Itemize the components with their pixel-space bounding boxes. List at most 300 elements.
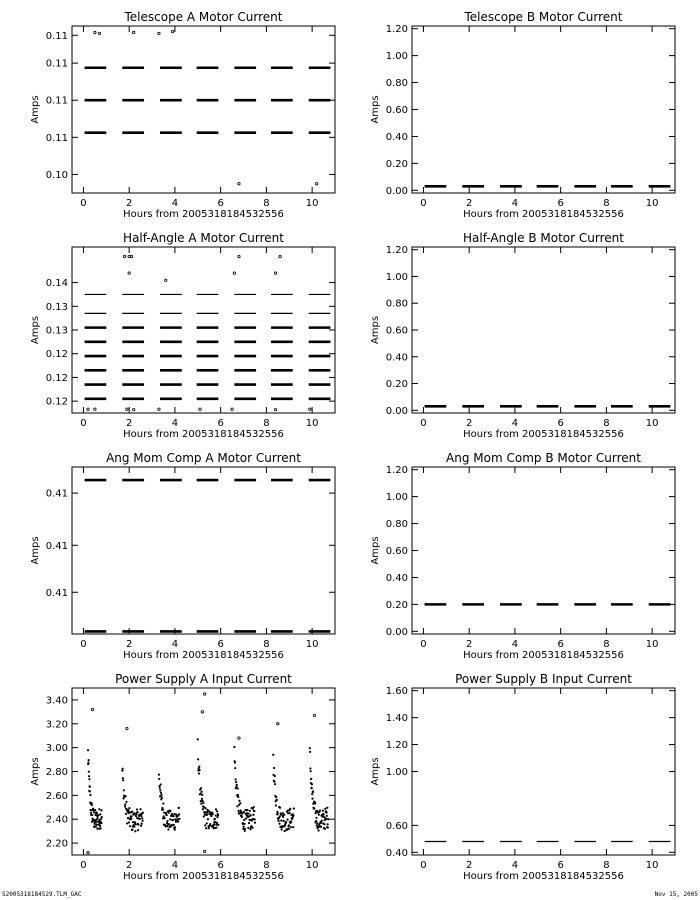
data-point	[293, 807, 295, 809]
data-point	[158, 774, 160, 776]
data-point	[280, 820, 282, 822]
data-point	[243, 811, 245, 813]
chart-title: Ang Mom Comp B Motor Current	[446, 451, 641, 465]
data-point	[169, 818, 171, 820]
data-point	[213, 824, 215, 826]
data-point	[276, 811, 278, 813]
outlier-point	[126, 408, 128, 410]
data-point	[274, 783, 276, 785]
x-axis-label: Hours from 2005318184532556	[463, 871, 624, 882]
y-tick-label: 2.60	[45, 790, 68, 802]
data-point	[162, 809, 164, 811]
y-tick-label: 0.41	[45, 488, 68, 500]
data-point	[233, 746, 235, 748]
data-point	[283, 820, 285, 822]
data-point	[88, 759, 90, 761]
y-tick-label: 0.80	[385, 78, 408, 90]
data-point	[309, 751, 311, 753]
data-point	[178, 807, 180, 809]
data-point	[159, 787, 161, 789]
x-tick-label: 8	[263, 198, 270, 209]
data-point	[309, 747, 311, 749]
x-tick-label: 4	[171, 860, 179, 871]
data-point	[129, 825, 131, 827]
outlier-point	[203, 850, 205, 852]
data-point	[134, 821, 136, 823]
data-point	[314, 802, 316, 804]
data-point	[169, 810, 171, 812]
y-tick-label: 1.00	[385, 767, 408, 778]
y-tick-label: 0.11	[45, 95, 68, 107]
data-point	[290, 820, 292, 822]
data-point	[139, 808, 141, 810]
data-point	[252, 814, 254, 816]
chart-panel	[30, 451, 335, 661]
data-point	[237, 794, 239, 796]
y-tick-label: 0.00	[385, 185, 408, 197]
y-tick-label: 0.20	[385, 158, 408, 170]
data-point	[95, 823, 97, 825]
data-point	[201, 794, 203, 796]
data-point	[311, 783, 313, 785]
y-axis-label: Amps	[370, 95, 381, 124]
x-tick-label: 4	[511, 860, 519, 871]
x-tick-label: 4	[511, 418, 519, 429]
data-point	[245, 817, 247, 819]
outlier-point	[133, 408, 135, 410]
data-point	[127, 817, 129, 819]
x-tick-label: 10	[305, 639, 319, 650]
data-point	[244, 828, 246, 830]
data-point	[197, 758, 199, 760]
y-tick-label: 0.14	[45, 278, 68, 290]
x-tick-label: 2	[465, 198, 473, 209]
data-point	[315, 820, 317, 822]
data-point	[123, 789, 125, 791]
data-point	[98, 808, 100, 810]
data-point	[243, 826, 245, 828]
outlier-point	[201, 711, 203, 713]
x-tick-label: 2	[465, 639, 473, 650]
y-axis-label: Amps	[30, 315, 41, 345]
chart-title: Power Supply B Input Current	[455, 672, 632, 686]
data-point	[135, 815, 137, 817]
data-point	[99, 825, 101, 827]
data-point	[88, 775, 90, 777]
y-axis-label: Amps	[370, 315, 381, 345]
data-point	[311, 798, 313, 800]
chart-title: Half-Angle B Motor Current	[463, 231, 624, 245]
data-point	[326, 815, 328, 817]
y-tick-label: 0.12	[45, 372, 68, 384]
data-point	[125, 813, 127, 815]
data-point	[327, 818, 329, 820]
data-point	[324, 828, 326, 830]
data-point	[88, 771, 90, 773]
outlier-point	[274, 272, 276, 274]
data-point	[173, 824, 175, 826]
data-point	[309, 767, 311, 769]
y-tick-label: 0.11	[45, 132, 68, 144]
data-point	[142, 812, 144, 814]
outlier-point	[199, 408, 201, 410]
chart-panel	[30, 231, 335, 440]
chart-panel	[370, 231, 675, 440]
data-point	[95, 821, 97, 823]
data-point	[140, 815, 142, 817]
y-axis-label: Amps	[30, 536, 41, 565]
data-point	[122, 779, 124, 781]
data-point	[244, 830, 246, 832]
data-point	[275, 796, 277, 798]
data-point	[327, 826, 329, 828]
data-point	[216, 822, 218, 824]
plot-frame	[72, 247, 335, 413]
outlier-point	[313, 714, 315, 716]
x-tick-label: 8	[603, 639, 610, 650]
y-tick-label: 0.80	[385, 298, 408, 310]
outlier-point	[316, 183, 318, 185]
x-tick-label: 4	[171, 418, 179, 429]
data-point	[312, 790, 314, 792]
data-point	[141, 823, 143, 825]
outlier-point	[87, 851, 89, 853]
x-axis-label: Hours from 2005318184532556	[123, 650, 284, 661]
outlier-point	[94, 408, 96, 410]
x-tick-label: 8	[603, 418, 610, 429]
data-point	[206, 813, 208, 815]
data-point	[216, 816, 218, 818]
data-point	[96, 817, 98, 819]
data-point	[324, 808, 326, 810]
plot-frame	[412, 467, 675, 634]
data-point	[207, 818, 209, 820]
data-point	[124, 795, 126, 797]
outlier-point	[231, 408, 233, 410]
x-axis-label: Hours from 2005318184532556	[463, 429, 624, 440]
data-point	[279, 807, 281, 809]
data-point	[162, 802, 164, 804]
x-tick-label: 10	[645, 639, 659, 650]
data-point	[88, 778, 90, 780]
y-tick-label: 3.20	[45, 719, 68, 731]
data-point	[197, 738, 199, 740]
data-point	[127, 809, 129, 811]
outlier-point	[277, 723, 279, 725]
y-tick-label: 3.00	[45, 743, 68, 755]
data-point	[321, 820, 323, 822]
chart-panel	[370, 672, 675, 882]
data-point	[236, 784, 238, 786]
x-tick-label: 10	[645, 860, 659, 871]
outlier-point	[128, 272, 130, 274]
y-tick-label: 0.11	[45, 58, 68, 70]
x-tick-label: 0	[420, 639, 427, 650]
data-point	[136, 811, 138, 813]
y-tick-label: 1.20	[385, 465, 408, 477]
data-point	[288, 828, 290, 830]
data-point	[163, 817, 165, 819]
x-tick-label: 6	[217, 860, 224, 871]
chart-title: Power Supply A Input Current	[115, 672, 292, 686]
plot-frame	[72, 467, 335, 634]
data-point	[100, 809, 102, 811]
data-point	[137, 829, 139, 831]
outlier-point	[123, 255, 125, 257]
data-point	[96, 812, 98, 814]
data-point	[101, 816, 103, 818]
data-point	[91, 804, 93, 806]
data-point	[243, 823, 245, 825]
x-tick-label: 6	[217, 418, 224, 429]
data-point	[198, 772, 200, 774]
y-tick-label: 0.60	[385, 546, 408, 557]
x-tick-label: 8	[603, 198, 610, 209]
data-point	[289, 812, 291, 814]
data-point	[273, 781, 275, 783]
data-point	[278, 820, 280, 822]
data-point	[121, 770, 123, 772]
x-tick-label: 8	[263, 418, 270, 429]
data-point	[201, 798, 203, 800]
data-point	[178, 818, 180, 820]
x-tick-label: 6	[557, 418, 564, 429]
data-point	[283, 814, 285, 816]
y-tick-label: 0.40	[385, 131, 408, 143]
data-point	[215, 814, 217, 816]
x-tick-label: 4	[511, 639, 519, 650]
data-point	[172, 819, 174, 821]
data-point	[203, 815, 205, 817]
data-point	[310, 778, 312, 780]
outlier-point	[98, 32, 100, 34]
data-point	[201, 791, 203, 793]
data-point	[319, 809, 321, 811]
outlier-point	[233, 272, 235, 274]
y-tick-label: 0.41	[45, 587, 68, 599]
data-point	[239, 802, 241, 804]
data-point	[322, 810, 324, 812]
data-point	[160, 792, 162, 794]
outlier-point	[171, 30, 173, 32]
data-point	[250, 814, 252, 816]
data-point	[158, 778, 160, 780]
x-tick-label: 0	[420, 860, 427, 871]
x-tick-label: 2	[465, 860, 473, 871]
data-point	[253, 806, 255, 808]
outlier-point	[274, 408, 276, 410]
data-point	[94, 809, 96, 811]
x-tick-label: 6	[217, 639, 224, 650]
chart-panel	[370, 451, 675, 661]
chart-title: Ang Mom Comp A Motor Current	[106, 451, 301, 465]
data-point	[325, 811, 327, 813]
y-tick-label: 3.40	[45, 695, 68, 707]
data-point	[204, 807, 206, 809]
data-point	[134, 830, 136, 832]
data-point	[130, 815, 132, 817]
x-tick-label: 2	[465, 418, 473, 429]
data-point	[288, 824, 290, 826]
y-tick-label: 0.00	[385, 405, 408, 417]
data-point	[137, 824, 139, 826]
y-tick-label: 2.80	[45, 767, 68, 778]
data-point	[311, 793, 313, 795]
data-point	[198, 769, 200, 771]
data-point	[125, 801, 127, 803]
data-point	[166, 814, 168, 816]
data-point	[281, 828, 283, 830]
data-point	[99, 827, 101, 829]
data-point	[292, 826, 294, 828]
data-point	[198, 766, 200, 768]
data-point	[140, 825, 142, 827]
outlier-point	[238, 737, 240, 739]
data-point	[275, 804, 277, 806]
data-point	[249, 810, 251, 812]
data-point	[272, 754, 274, 756]
x-tick-label: 2	[125, 198, 133, 209]
y-axis-label: Amps	[370, 757, 381, 786]
y-tick-label: 2.40	[45, 814, 68, 826]
data-point	[320, 822, 322, 824]
data-point	[290, 826, 292, 828]
data-point	[136, 808, 138, 810]
x-tick-label: 6	[557, 198, 564, 209]
data-point	[323, 823, 325, 825]
y-tick-label: 0.40	[385, 847, 408, 859]
outlier-point	[238, 183, 240, 185]
data-point	[279, 815, 281, 817]
outlier-point	[130, 255, 132, 257]
y-tick-label: 0.60	[385, 105, 408, 116]
data-point	[248, 822, 250, 824]
x-tick-label: 6	[217, 198, 224, 209]
data-point	[130, 818, 132, 820]
data-point	[238, 800, 240, 802]
outlier-point	[126, 727, 128, 729]
data-point	[254, 818, 256, 820]
data-point	[90, 812, 92, 814]
x-tick-label: 4	[511, 198, 519, 209]
data-point	[200, 787, 202, 789]
x-tick-label: 0	[80, 418, 87, 429]
y-axis-label: Amps	[370, 536, 381, 565]
data-point	[168, 823, 170, 825]
y-tick-label: 1.00	[385, 51, 408, 63]
data-point	[93, 811, 95, 813]
data-point	[124, 805, 126, 807]
data-point	[237, 810, 239, 812]
data-point	[292, 814, 294, 816]
x-tick-label: 0	[420, 418, 427, 429]
y-tick-label: 0.20	[385, 599, 408, 611]
data-point	[206, 822, 208, 824]
x-axis-label: Hours from 2005318184532556	[463, 650, 624, 661]
data-point	[141, 820, 143, 822]
data-point	[133, 826, 135, 828]
data-point	[320, 826, 322, 828]
data-point	[310, 770, 312, 772]
outlier-point	[203, 693, 205, 695]
chart-title: Half-Angle A Motor Current	[123, 231, 284, 245]
data-point	[315, 817, 317, 819]
chart-title: Telescope A Motor Current	[124, 10, 283, 24]
data-point	[217, 814, 219, 816]
data-point	[97, 814, 99, 816]
y-tick-label: 1.20	[385, 245, 408, 257]
data-point	[278, 823, 280, 825]
data-point	[202, 808, 204, 810]
data-point	[274, 775, 276, 777]
data-point	[204, 824, 206, 826]
data-point	[124, 803, 126, 805]
data-point	[243, 819, 245, 821]
data-point	[131, 829, 133, 831]
data-point	[316, 822, 318, 824]
data-point	[215, 808, 217, 810]
x-axis-label: Hours from 2005318184532556	[463, 209, 624, 220]
data-point	[174, 829, 176, 831]
y-tick-label: 0.13	[45, 301, 68, 313]
y-tick-label: 1.00	[385, 492, 408, 504]
data-point	[139, 818, 141, 820]
data-point	[89, 794, 91, 796]
data-point	[247, 827, 249, 829]
data-point	[325, 818, 327, 820]
x-axis-label: Hours from 2005318184532556	[123, 429, 284, 440]
x-tick-label: 10	[645, 198, 659, 209]
outlier-point	[158, 32, 160, 34]
x-axis-label: Hours from 2005318184532556	[123, 871, 284, 882]
data-point	[212, 813, 214, 815]
data-point	[122, 768, 124, 770]
data-point	[200, 803, 202, 805]
x-tick-label: 0	[80, 198, 87, 209]
outlier-point	[158, 408, 160, 410]
y-tick-label: 1.20	[385, 740, 408, 752]
outlier-point	[133, 31, 135, 33]
outlier-point	[87, 408, 89, 410]
plot-frame	[72, 26, 335, 193]
data-point	[160, 794, 162, 796]
y-tick-label: 0.40	[385, 352, 408, 364]
x-tick-label: 6	[557, 860, 564, 871]
data-point	[313, 808, 315, 810]
data-point	[237, 787, 239, 789]
chart-panel	[30, 672, 335, 882]
data-point	[122, 777, 124, 779]
y-tick-label: 0.20	[385, 379, 408, 391]
data-point	[91, 814, 93, 816]
data-point	[215, 826, 217, 828]
chart-panel	[30, 10, 335, 220]
data-point	[251, 827, 253, 829]
data-point	[87, 762, 89, 764]
data-point	[100, 822, 102, 824]
x-tick-label: 2	[125, 418, 133, 429]
data-point	[234, 761, 236, 763]
data-point	[89, 790, 91, 792]
x-tick-label: 0	[420, 198, 427, 209]
outlier-point	[309, 408, 311, 410]
data-point	[128, 807, 130, 809]
data-point	[326, 807, 328, 809]
y-tick-label: 0.10	[45, 169, 68, 181]
plot-frame	[72, 688, 335, 855]
data-point	[327, 823, 329, 825]
x-tick-label: 10	[305, 418, 319, 429]
